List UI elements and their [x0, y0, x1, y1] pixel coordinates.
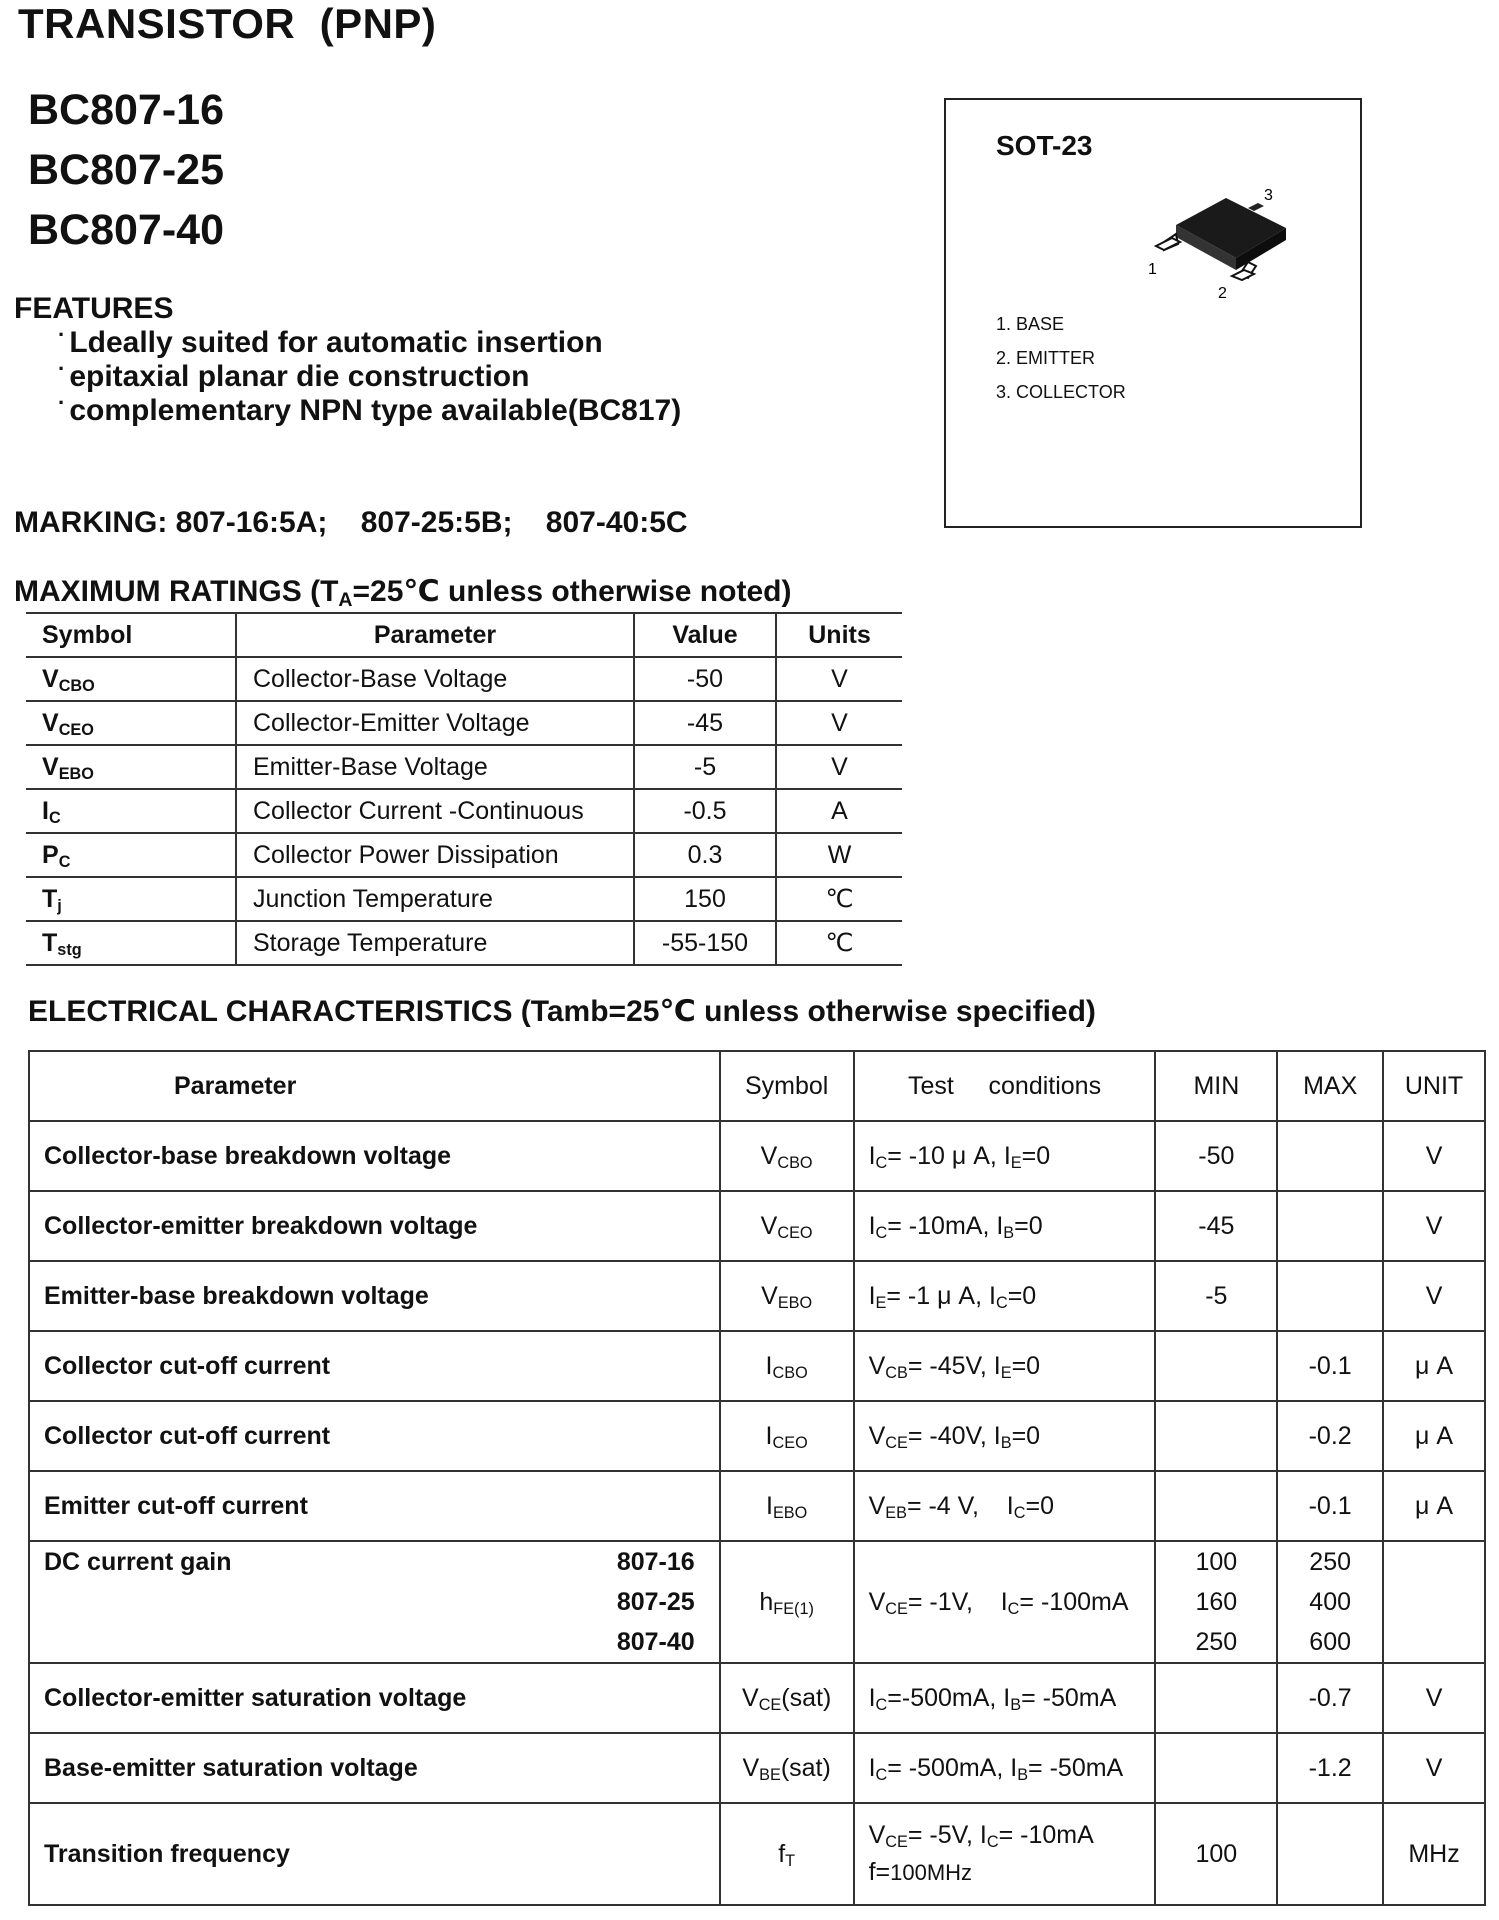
- unit-cell: [1383, 1541, 1485, 1663]
- feature-item: · Ldeally suited for automatic insertion: [58, 322, 603, 359]
- unit-cell: μ A: [1383, 1331, 1485, 1401]
- value-cell: -0.5: [634, 789, 776, 833]
- max-cell: [1277, 1191, 1383, 1261]
- parameter-cell: Collector-base breakdown voltage: [29, 1121, 720, 1191]
- table-row: [29, 1471, 1485, 1541]
- test-conditions-cell: $I_C=-500mA$, $I_B= -50mA$: [854, 1663, 1156, 1733]
- symbol-cell: $I_{CEO}$: [720, 1401, 854, 1471]
- symbol-cell: $f_T$: [720, 1803, 854, 1905]
- gain-variant: 807-40: [616, 1627, 695, 1656]
- unit-cell: μ A: [1383, 1471, 1485, 1541]
- min-cell: [1155, 1331, 1277, 1401]
- symbol-cell: $V_{CBO}$: [720, 1121, 854, 1191]
- parameter-cell: Collector-emitter saturation voltage: [29, 1663, 720, 1733]
- gain-variant: 807-25: [616, 1587, 695, 1616]
- col-min: MIN: [1155, 1051, 1277, 1121]
- package-box: [944, 98, 1362, 528]
- max-cell: -0.2: [1277, 1401, 1383, 1471]
- max-ratings-table: [26, 612, 902, 966]
- table-row: [29, 1663, 1485, 1733]
- symbol-cell: $T_{stg}$: [26, 921, 236, 965]
- feature-item: · epitaxial planar die construction: [58, 356, 530, 393]
- features-heading: FEATURES: [14, 292, 174, 325]
- table-row: [26, 789, 902, 833]
- col-units: Units: [776, 613, 902, 657]
- parameter-cell: [29, 1541, 720, 1663]
- min-cell: -50: [1155, 1121, 1277, 1191]
- table-row: [29, 1331, 1485, 1401]
- unit-cell: V: [1383, 1663, 1485, 1733]
- unit-cell: μ A: [1383, 1401, 1485, 1471]
- pin-2-label: 2: [1218, 285, 1227, 302]
- gain-variant: 807-16: [616, 1547, 695, 1576]
- parameter-cell: Storage Temperature: [236, 921, 634, 965]
- parameter-cell: Emitter cut-off current: [29, 1471, 720, 1541]
- col-parameter: Parameter: [236, 613, 634, 657]
- parameter-cell: Collector-emitter breakdown voltage: [29, 1191, 720, 1261]
- min-cell: 100: [1155, 1803, 1277, 1905]
- symbol-cell: $V_{EBO}$: [26, 745, 236, 789]
- symbol-cell: $h_{FE(1)}$: [720, 1541, 854, 1663]
- sot23-package-icon: [1136, 170, 1316, 310]
- col-max: MAX: [1277, 1051, 1383, 1121]
- test-conditions-cell: $V_{CB}= -45V$, $I_E=0$: [854, 1331, 1156, 1401]
- electrical-table: [28, 1050, 1486, 1906]
- parameter-cell: Emitter-Base Voltage: [236, 745, 634, 789]
- value-cell: -55-150: [634, 921, 776, 965]
- parameter-cell: Collector-Emitter Voltage: [236, 701, 634, 745]
- parameter-cell: Collector-Base Voltage: [236, 657, 634, 701]
- unit-cell: V: [1383, 1261, 1485, 1331]
- test-conditions-cell: $V_{EB}= -4$ V, $I_C=0$: [854, 1471, 1156, 1541]
- table-row: [29, 1541, 1485, 1663]
- min-cell: [1155, 1663, 1277, 1733]
- max-ratings-heading: MAXIMUM RATINGS ($T_A=25℃$ unless otherwise noted): [14, 575, 792, 611]
- max-cell: [1277, 1121, 1383, 1191]
- gain-param-label: DC current gain: [44, 1547, 232, 1576]
- min-cell: [1155, 1471, 1277, 1541]
- unit-cell: V: [776, 657, 902, 701]
- test-conditions-cell: $V_{CE}= -40V$, $I_B=0$: [854, 1401, 1156, 1471]
- table-row: [29, 1121, 1485, 1191]
- min-cell: [1155, 1401, 1277, 1471]
- gain-min-value: 100: [1195, 1547, 1238, 1576]
- table-row: [26, 833, 902, 877]
- parameter-cell: Emitter-base breakdown voltage: [29, 1261, 720, 1331]
- value-cell: 150: [634, 877, 776, 921]
- unit-cell: MHz: [1383, 1803, 1485, 1905]
- col-parameter: Parameter: [29, 1051, 720, 1121]
- min-cell: [1155, 1541, 1277, 1663]
- max-cell: [1277, 1803, 1383, 1905]
- gain-max-value: 400: [1309, 1587, 1352, 1616]
- parameter-cell: Collector Power Dissipation: [236, 833, 634, 877]
- max-cell: -0.1: [1277, 1471, 1383, 1541]
- unit-cell: V: [1383, 1733, 1485, 1803]
- symbol-cell: $V_{CBO}$: [26, 657, 236, 701]
- table-row: [29, 1261, 1485, 1331]
- unit-cell: ℃: [776, 877, 902, 921]
- max-cell: -1.2: [1277, 1733, 1383, 1803]
- min-cell: [1155, 1733, 1277, 1803]
- parameter-cell: Collector Current -Continuous: [236, 789, 634, 833]
- symbol-cell: $V_{BE}(sat)$: [720, 1733, 854, 1803]
- value-cell: -5: [634, 745, 776, 789]
- symbol-cell: $T_j$: [26, 877, 236, 921]
- table-row: [29, 1803, 1485, 1905]
- pin-description: 3. COLLECTOR: [996, 382, 1126, 402]
- test-conditions-cell: $I_C= -10mA$, $I_B=0$: [854, 1191, 1156, 1261]
- part-number-1: BC807-16: [28, 86, 224, 134]
- test-conditions-cell: $I_C= -10$ μ A, $I_E=0$: [854, 1121, 1156, 1191]
- value-cell: -50: [634, 657, 776, 701]
- test-conditions-cell: $V_{CE}= -5V$, $I_C= -10mA$ f=100MHz: [854, 1803, 1156, 1905]
- part-number-2: BC807-25: [28, 146, 224, 194]
- symbol-cell: $I_{CBO}$: [720, 1331, 854, 1401]
- unit-cell: V: [1383, 1191, 1485, 1261]
- table-row: [26, 657, 902, 701]
- feature-item: · complementary NPN type available(BC817): [58, 390, 682, 427]
- unit-cell: V: [776, 701, 902, 745]
- table-row: [29, 1191, 1485, 1261]
- max-cell: [1277, 1541, 1383, 1663]
- col-test-conditions: Test conditions: [854, 1051, 1156, 1121]
- gain-max-value: 600: [1309, 1627, 1352, 1656]
- col-symbol: Symbol: [720, 1051, 854, 1121]
- table-row: [29, 1733, 1485, 1803]
- pin-1-label: 1: [1148, 261, 1157, 278]
- table-row: [29, 1401, 1485, 1471]
- pin-description: 1. BASE: [996, 314, 1065, 334]
- unit-cell: W: [776, 833, 902, 877]
- max-cell: [1277, 1261, 1383, 1331]
- pin-description: 2. EMITTER: [996, 348, 1096, 368]
- table-row: [26, 701, 902, 745]
- unit-cell: ℃: [776, 921, 902, 965]
- unit-cell: A: [776, 789, 902, 833]
- table-row: [26, 745, 902, 789]
- parameter-cell: Base-emitter saturation voltage: [29, 1733, 720, 1803]
- col-value: Value: [634, 613, 776, 657]
- table-row: [26, 921, 902, 965]
- gain-min-value: 250: [1195, 1627, 1238, 1656]
- parameter-cell: Transition frequency: [29, 1803, 720, 1905]
- parameter-cell: Collector cut-off current: [29, 1401, 720, 1471]
- min-cell: -5: [1155, 1261, 1277, 1331]
- col-symbol: Symbol: [26, 613, 236, 657]
- test-conditions-cell: $I_E= -1$ μ A, $I_C=0$: [854, 1261, 1156, 1331]
- test-conditions-cell: $V_{CE}= -1V$, $I_C= -100mA$: [854, 1541, 1156, 1663]
- gain-max-value: 250: [1309, 1547, 1352, 1576]
- package-name: SOT-23: [996, 130, 1093, 161]
- pin-3-label: 3: [1264, 187, 1273, 204]
- parameter-cell: Junction Temperature: [236, 877, 634, 921]
- part-number-3: BC807-40: [28, 206, 224, 254]
- unit-cell: V: [1383, 1121, 1485, 1191]
- parameter-cell: Collector cut-off current: [29, 1331, 720, 1401]
- symbol-cell: $V_{CEO}$: [26, 701, 236, 745]
- unit-cell: V: [776, 745, 902, 789]
- value-cell: 0.3: [634, 833, 776, 877]
- min-cell: -45: [1155, 1191, 1277, 1261]
- symbol-cell: $V_{CEO}$: [720, 1191, 854, 1261]
- symbol-cell: $I_{EBO}$: [720, 1471, 854, 1541]
- marking-line: MARKING: 807-16:5A; 807-25:5B; 807-40:5C: [14, 506, 688, 539]
- value-cell: -45: [634, 701, 776, 745]
- max-cell: -0.7: [1277, 1663, 1383, 1733]
- table-row: [26, 877, 902, 921]
- symbol-cell: $V_{EBO}$: [720, 1261, 854, 1331]
- electrical-heading: ELECTRICAL CHARACTERISTICS (Tamb=25℃ unless otherwise specified): [28, 995, 1096, 1028]
- symbol-cell: $P_C$: [26, 833, 236, 877]
- max-cell: -0.1: [1277, 1331, 1383, 1401]
- col-unit: UNIT: [1383, 1051, 1485, 1121]
- gain-min-value: 160: [1195, 1587, 1238, 1616]
- document-title: TRANSISTOR (PNP): [18, 0, 437, 47]
- test-conditions-cell: $I_C= -500mA$, $I_B= -50mA$: [854, 1733, 1156, 1803]
- symbol-cell: $V_{CE}(sat)$: [720, 1663, 854, 1733]
- symbol-cell: $I_C$: [26, 789, 236, 833]
